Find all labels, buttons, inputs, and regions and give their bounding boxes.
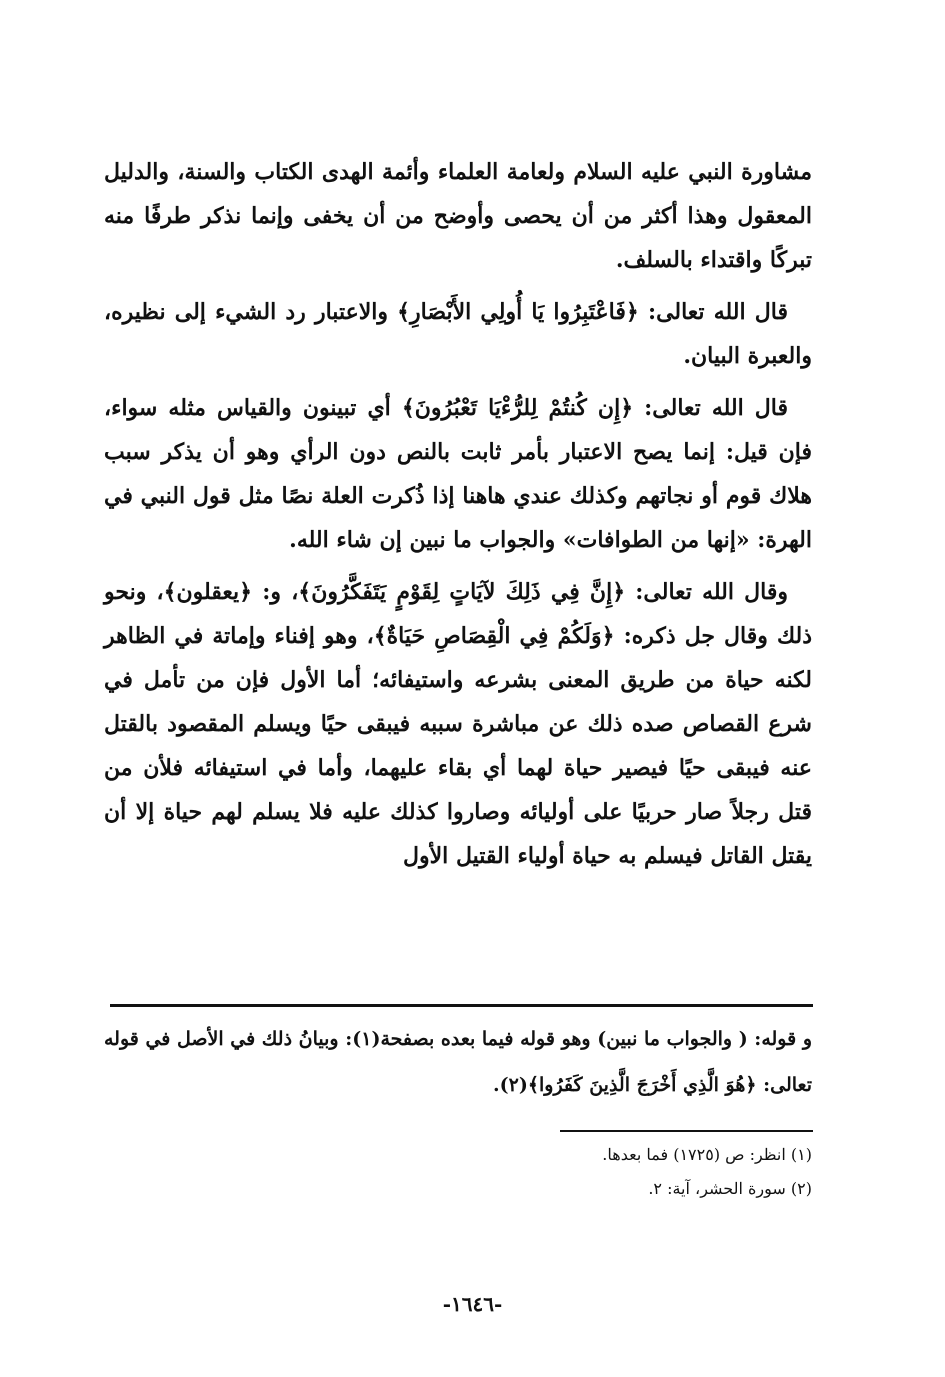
- note-paragraph: و قوله: ( والجواب ما نبين) وهو قوله فيما بعده بصفحة(١): وبيانُ ذلك في الأصل في قوله تعالى: ﴿هُوَ الَّذِي أَخْرَجَ الَّذِينَ كَفَرُوا﴾(٢).: [103, 1028, 812, 1096]
- main-text: [104, 150, 812, 886]
- paragraph: قال الله تعالى: ﴿فَاعْتَبِرُوا يَا أُولِي الأَبْصَارِ﴾ والاعتبار رد الشيء إلى نظيره، والعبرة البيان.: [104, 299, 812, 369]
- paragraph: مشاورة النبي عليه السلام ولعامة العلماء وأئمة الهدى الكتاب والسنة، والدليل المعقول وهذا أكثر من أن يحصى وأوضح من أن يخفى وإنما نذكر طرفًا منه تبركًا واقتداء بالسلف.: [104, 159, 812, 273]
- footnote-item: (١) انظر: ص (١٧٢٥) فما بعدها.: [602, 1145, 812, 1164]
- main-divider: [110, 1004, 813, 1007]
- editor-note: [104, 1016, 812, 1108]
- paragraph: وقال الله تعالى: ﴿إِنَّ فِي ذَلِكَ لآيَاتٍ لِقَوْمٍ يَتَفَكَّرُونَ﴾، و: ﴿يعقلون﴾، ونحو ذلك وقال جل ذكره: ﴿وَلَكُمْ فِي الْقِصَاصِ حَيَاةٌ﴾، وهو إفناء وإماتة في الظاهر لكنه حياة من طريق المعنى بشرعه واستيفائه؛ أما الأول فإن من تأمل في شرع القصاص صده ذلك عن مباشرة سببه فيبقى حيًا ويسلم المقصود بالقتل عنه فيبقى حيًا فيصير حياة لهما أي بقاء عليهما، وأما في استيفائه فلأن من قتل رجلاً صار حربيًا على أوليائه وصاروا كذلك عليه فلا يسلم لهم حياة إلا أن يقتل القاتل فيسلم به حياة أولياء القتيل الأول: [104, 579, 812, 869]
- footnotes: [420, 1138, 812, 1206]
- footnote-divider: [560, 1130, 813, 1132]
- footnote-item: (٢) سورة الحشر، آية: ٢.: [648, 1179, 812, 1198]
- paragraph: قال الله تعالى: ﴿إِن كُنتُمْ لِلرُّءْيَا تَعْبُرُونَ﴾ أي تبينون والقياس مثله سواء، فإن قيل: إنما يصح الاعتبار بأمر ثابت بالنص دون الرأي وهو أن يذكر سبب هلاك قوم أو نجاتهم وكذلك عندي هاهنا إذا ذُكرت العلة نصًا مثل قول النبي في الهرة: «إنها من الطوافات» والجواب ما نبين إن شاء الله.: [104, 395, 812, 553]
- page-number: -١٦٤٦-: [442, 1292, 503, 1316]
